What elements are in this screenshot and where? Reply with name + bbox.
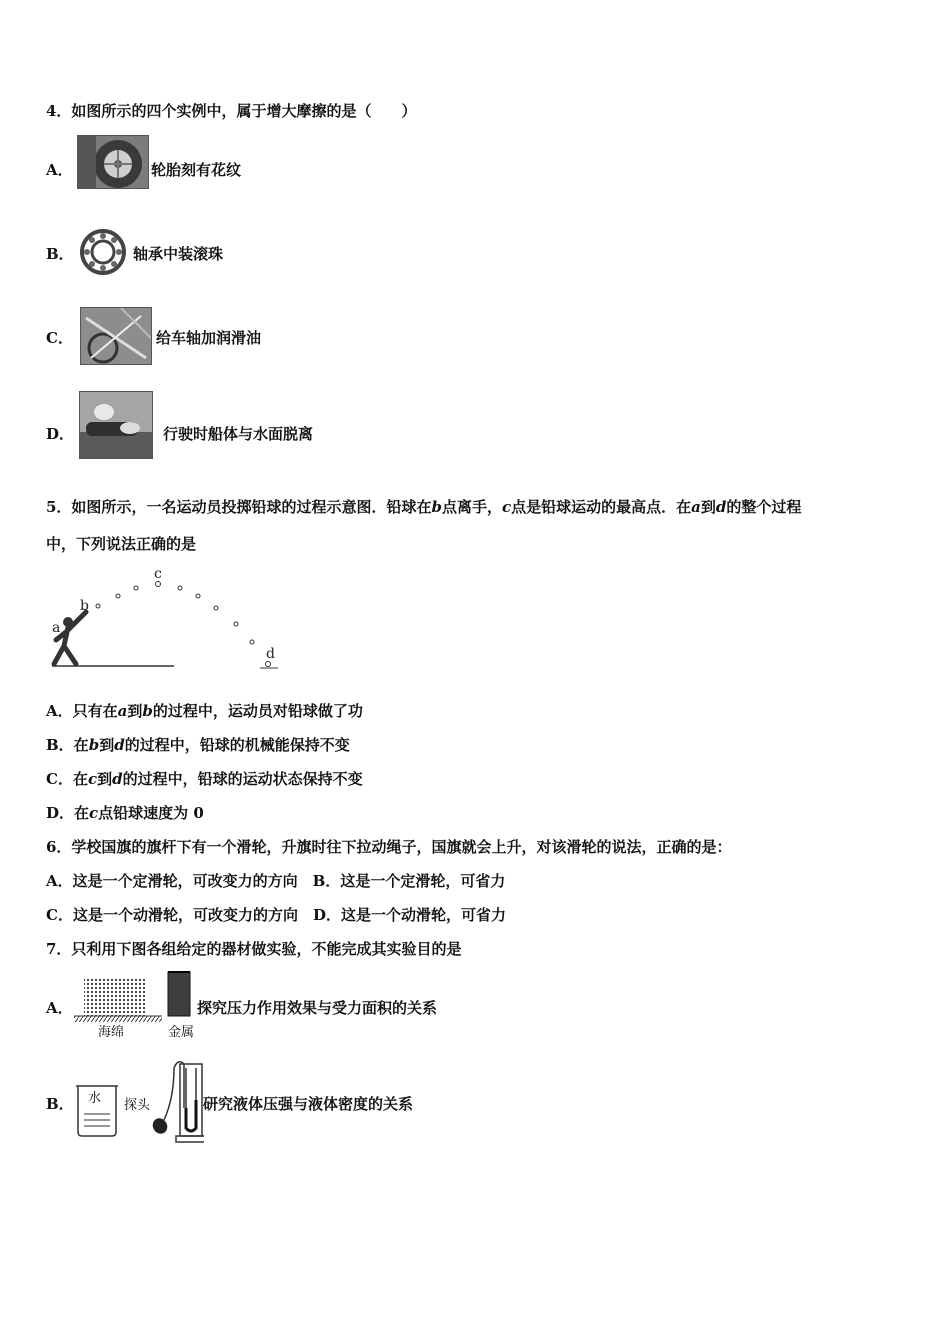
q6-options-row1: A．这是一个定滑轮，可改变力的方向 B．这是一个定滑轮，可省力 (46, 872, 506, 890)
figure-label-c: c (154, 566, 162, 582)
q5-opt-var: d (114, 736, 125, 754)
hovercraft-photo (79, 391, 153, 459)
q4-option-b-letter: B． (46, 245, 74, 263)
q5-opt-var: d (112, 770, 123, 788)
q7-option-b-text: 研究液体压强与液体密度的关系 (203, 1095, 414, 1113)
q5-opt-text: 到 (97, 770, 113, 788)
q4-stem: 4．如图所示的四个实例中，属于增大摩擦的是（ ） (46, 102, 417, 120)
q7-option-a-text: 探究压力作用效果与受力面积的关系 (197, 999, 438, 1017)
q5-option-a (46, 701, 363, 721)
q6-stem: 6．学校国旗的旗杆下有一个滑轮，升旗时往下拉动绳子，国旗就会上升，对该滑轮的说法，正确的是： (46, 838, 732, 856)
q4-option-a-letter: A． (46, 161, 73, 179)
q5-var: b (431, 498, 442, 516)
q5-opt-text: 的过程中，铅球的运动状态保持不变 (122, 770, 363, 788)
q4-option-a-text: 轮胎刻有花纹 (151, 161, 242, 179)
q4-option-d-letter: D． (46, 425, 75, 443)
q5-opt-text: B．在 (46, 736, 89, 754)
q5-opt-text: 到 (127, 702, 143, 720)
q5-option-d (46, 803, 204, 823)
q5-opt-text: D．在 (46, 804, 90, 822)
q5-var: d (715, 498, 727, 516)
probe-label: 探头 (124, 1098, 151, 1113)
q4-option-d-text: 行驶时船体与水面脱离 (163, 425, 314, 443)
q7-option-a-letter: A． (46, 999, 73, 1017)
figure-label-d: d (266, 646, 275, 662)
q5-option-c (46, 769, 363, 789)
q5-opt-text: A．只有在 (46, 702, 118, 720)
q5-opt-var: b (142, 702, 153, 720)
q7-stem: 7．只利用下图各组给定的器材做实验，不能完成其实验目的是 (46, 940, 462, 958)
bike-axle-photo (80, 307, 152, 365)
tire-tread-photo (77, 135, 149, 189)
q5-stem-part: 5．如图所示，一名运动员投掷铅球的过程示意图．铅球在 (46, 498, 432, 516)
q5-opt-text: 点铅球速度为 0 (98, 804, 204, 822)
metal-label: 金属 (168, 1025, 195, 1040)
water-label: 水 (88, 1091, 102, 1106)
q7-option-b-letter: B． (46, 1095, 74, 1113)
q5-stem-line1 (46, 497, 801, 517)
q5-opt-text: 到 (99, 736, 115, 754)
q5-stem-part: 到 (700, 498, 716, 516)
figure-label-b: b (80, 598, 89, 614)
q4-option-c-text: 给车轴加润滑油 (156, 329, 262, 347)
ball-bearing-photo (79, 228, 127, 276)
shot-put-figure (46, 562, 286, 674)
q5-opt-text: 的过程中，运动员对铅球做了功 (152, 702, 363, 720)
q5-opt-text: 的过程中，铅球的机械能保持不变 (124, 736, 350, 754)
q4-option-c-letter: C． (46, 329, 73, 347)
sponge-label: 海绵 (98, 1025, 125, 1040)
q5-stem-part: 点是铅球运动的最高点．在 (511, 498, 692, 516)
q5-opt-var: b (88, 736, 100, 754)
q5-stem-part: 的整个过程 (726, 498, 802, 516)
q5-var: a (691, 498, 701, 516)
q4-option-b-text: 轴承中装滚珠 (133, 245, 224, 263)
q5-opt-text: C．在 (46, 770, 88, 788)
q5-var: c (501, 498, 512, 516)
q5-stem-line2: 中，下列说法正确的是 (46, 535, 197, 553)
q5-opt-var: c (89, 804, 99, 822)
q6-options-row2: C．这是一个动滑轮，可改变力的方向 D．这是一个动滑轮，可省力 (46, 906, 506, 924)
q5-opt-var: c (87, 770, 98, 788)
q5-stem-part: 点离手， (441, 498, 502, 516)
q5-option-b (46, 735, 350, 755)
q5-opt-var: a (117, 702, 128, 720)
figure-label-a: a (52, 620, 61, 636)
